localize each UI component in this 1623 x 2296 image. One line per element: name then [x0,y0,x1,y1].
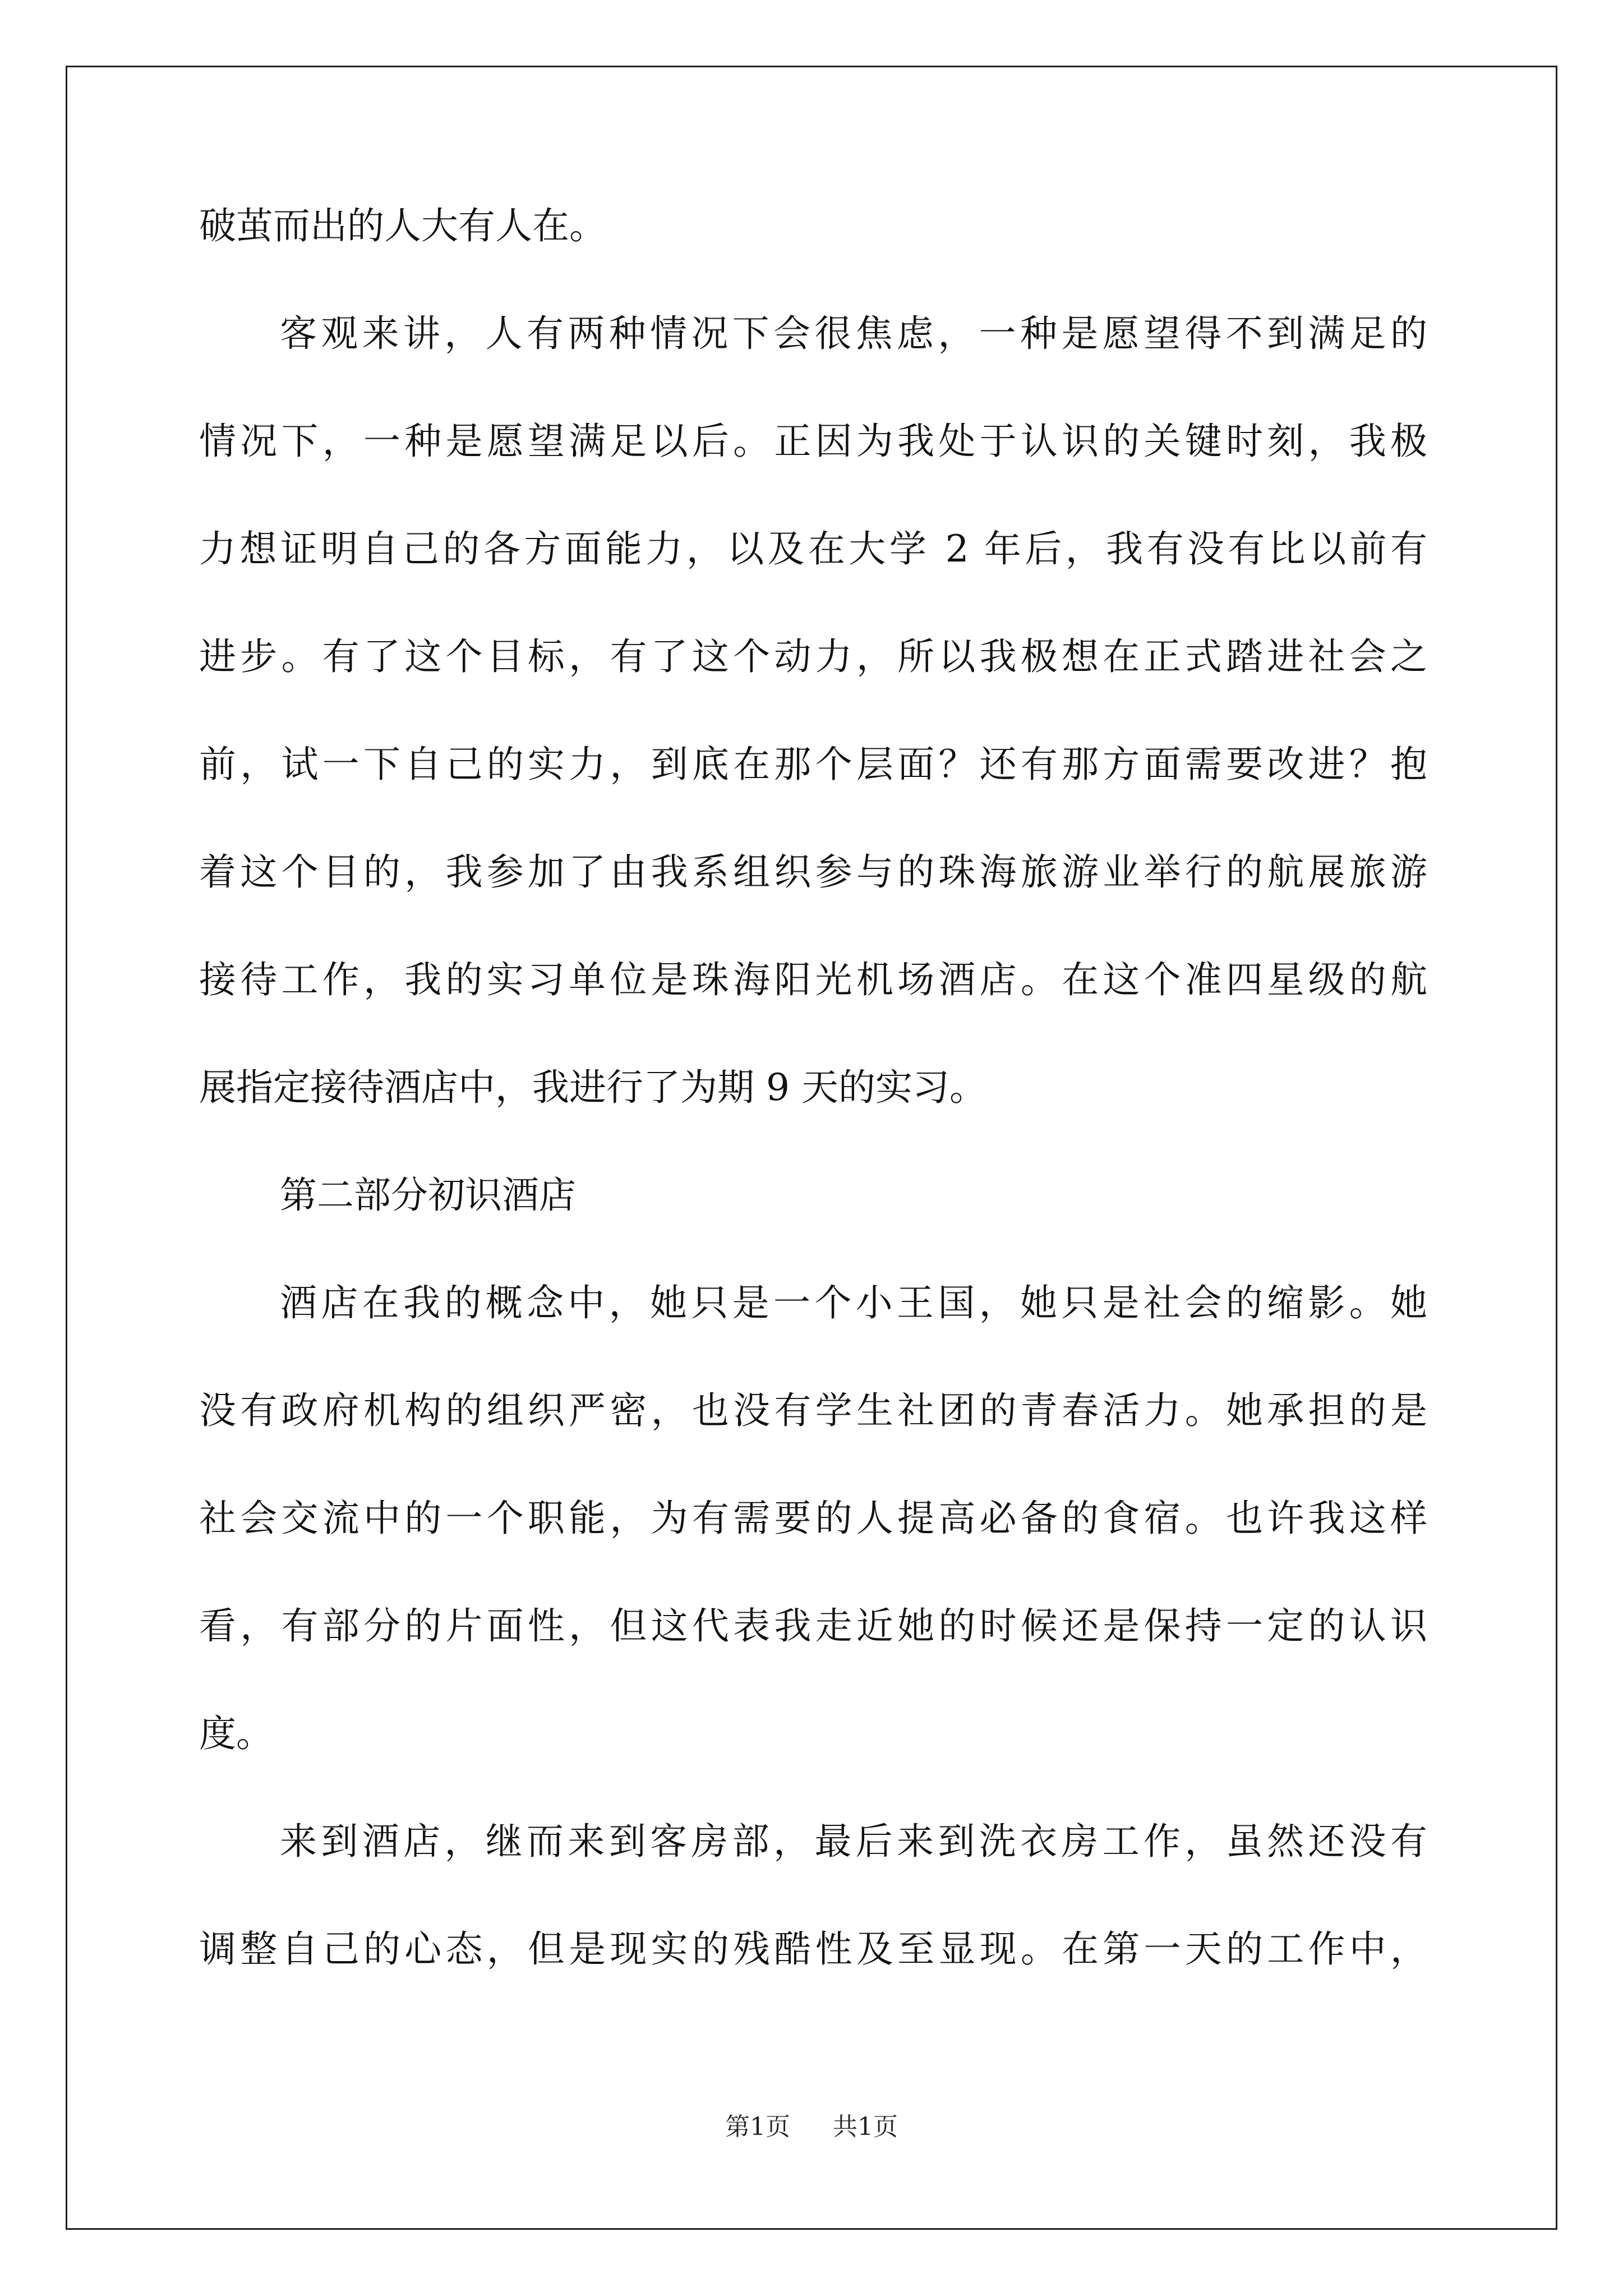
page-footer [0,2106,1623,2142]
page-number: 第1页 [725,2113,790,2141]
text-line: 接待工作，我的实习单位是珠海阳光机场酒店。在这个准四星级的航 [199,958,1427,1001]
text-line: 没有政府机构的组织严密，也没有学生社团的青春活力。她承担的是 [199,1389,1427,1432]
document-body [199,204,1427,2039]
text-line: 着这个目的，我参加了由我系组织参与的珠海旅游业举行的航展旅游 [199,850,1427,894]
text-line: 客观来讲，人有两种情况下会很焦虑，一种是愿望得不到满足的 [280,312,1427,355]
page-total: 共1页 [833,2113,898,2141]
text-line: 前，试一下自己的实力，到底在那个层面？还有那方面需要改进？抱 [199,743,1427,786]
text-line: 调整自己的心态，但是现实的残酷性及至显现。在第一天的工作中， [199,1927,1427,1971]
text-line: 来到酒店，继而来到客房部，最后来到洗衣房工作，虽然还没有 [280,1820,1427,1863]
text-line: 进步。有了这个目标，有了这个动力，所以我极想在正式踏进社会之 [199,635,1427,678]
text-line: 情况下，一种是愿望满足以后。正因为我处于认识的关键时刻，我极 [199,420,1427,463]
text-line: 展指定接待酒店中，我进行了为期 9 天的实习。 [199,1066,986,1109]
text-line: 看，有部分的片面性，但这代表我走近她的时候还是保持一定的认识 [199,1604,1427,1648]
text-line: 破茧而出的人大有人在。 [199,204,606,247]
section-heading: 第二部分初识酒店 [280,1174,576,1217]
text-line: 力想证明自己的各方面能力，以及在大学 2 年后，我有没有比以前有 [199,527,1427,570]
text-line: 酒店在我的概念中，她只是一个小王国，她只是社会的缩影。她 [280,1281,1427,1324]
text-line: 社会交流中的一个职能，为有需要的人提高必备的食宿。也许我这样 [199,1497,1427,1540]
text-line: 度。 [199,1712,273,1755]
